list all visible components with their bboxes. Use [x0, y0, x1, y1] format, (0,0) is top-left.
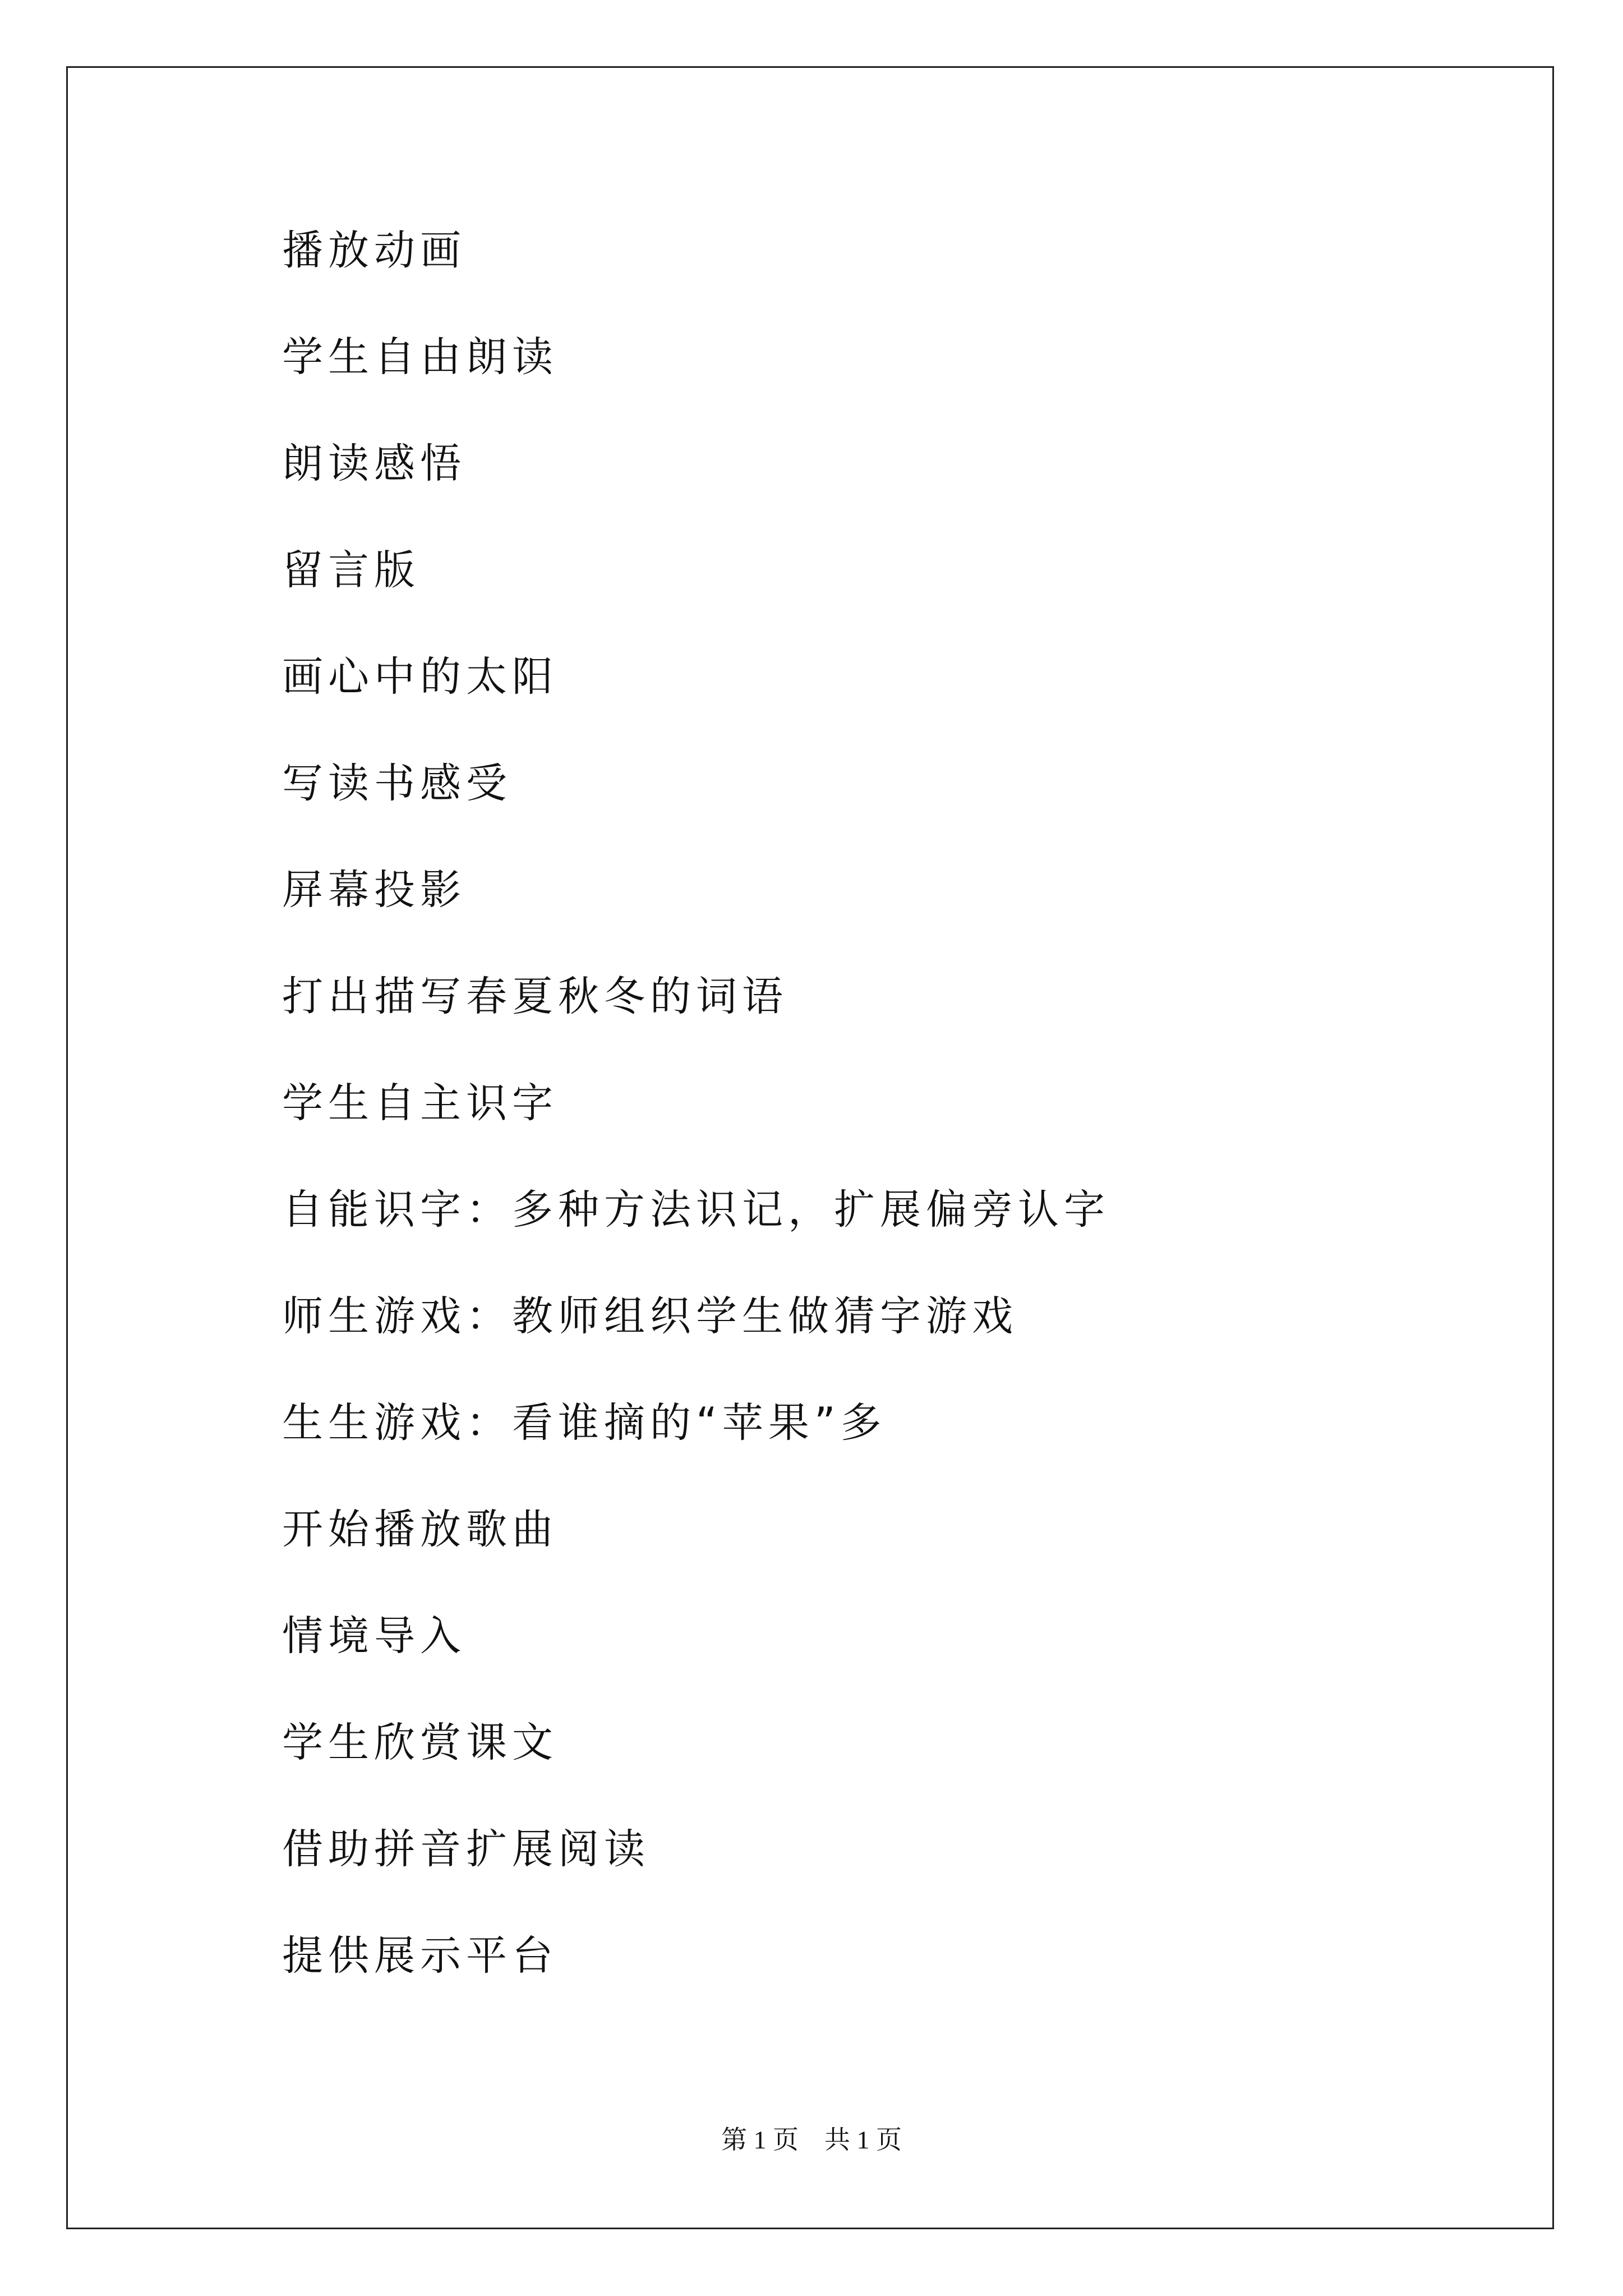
- page-number-footer: 第 1 页 共 1 页: [721, 2125, 902, 2154]
- text-line: 朗读感悟: [282, 440, 466, 487]
- text-line: 借助拼音扩展阅读: [282, 1825, 650, 1873]
- text-line: 打出描写春夏秋冬的词语: [282, 973, 788, 1020]
- text-line: 屏幕投影: [282, 866, 466, 914]
- text-line: 学生欣赏课文: [282, 1719, 558, 1766]
- text-line: 师生游戏：教师组织学生做猜字游戏: [282, 1292, 1018, 1340]
- text-line: 画心中的太阳: [282, 653, 558, 701]
- text-line: 生生游戏：看谁摘的“苹果”多: [282, 1399, 887, 1447]
- document-body: [282, 0, 1460, 2132]
- text-line: 播放动画: [282, 227, 466, 274]
- text-line: 开始播放歌曲: [282, 1506, 558, 1553]
- text-line: 写读书感受: [282, 760, 512, 807]
- text-line: 学生自主识字: [282, 1079, 558, 1127]
- text-line: 留言版: [282, 546, 420, 594]
- text-line: 提供展示平台: [282, 1932, 558, 1980]
- text-line: 学生自由朗读: [282, 333, 558, 381]
- text-line: 自能识字：多种方法识记，扩展偏旁认字: [282, 1186, 1110, 1234]
- text-line: 情境导入: [282, 1612, 466, 1660]
